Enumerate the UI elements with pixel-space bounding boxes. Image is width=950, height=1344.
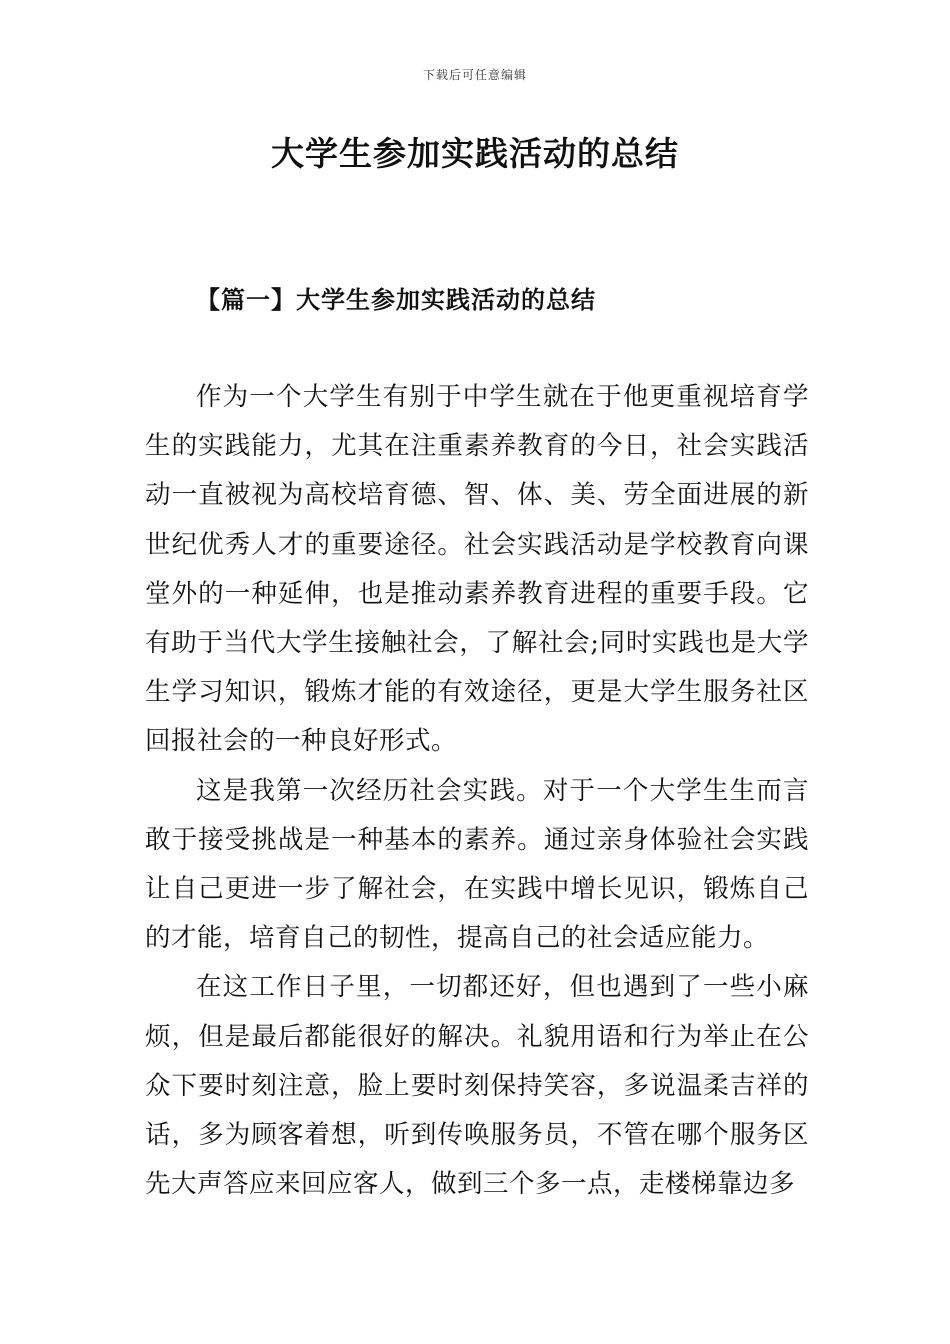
header-note: 下载后可任意编辑 <box>422 68 527 82</box>
paragraph-2: 这是我第一次经历社会实践。对于一个大学生生而言敢于接受挑战是一种基本的素养。通过亲身体验社会实践让自己更进一步了解社会，在实践中增长见识，锻炼自己的才能，培育自己的韧性，提高自己的社会适应能力。 <box>145 775 809 954</box>
document-title: 大学生参加实践活动的总结 <box>271 134 679 173</box>
body-text <box>145 373 809 1209</box>
paragraph-1: 作为一个大学生有别于中学生就在于他更重视培育学生的实践能力，尤其在注重素养教育的今日，社会实践活动一直被视为高校培育德、智、体、美、劳全面进展的新世纪优秀人才的重要途径。社会实践活动是学校教育向课堂外的一种延伸，也是推动素养教育进程的重要手段。它有助于当代大学生接触社会，了解社会;同时实践也是大学生学习知识，锻炼才能的有效途径，更是大学生服务社区回报社会的一种良好形式。 <box>145 382 809 757</box>
paragraph-3: 在这工作日子里，一切都还好，但也遇到了一些小麻烦，但是最后都能很好的解决。礼貌用语和行为举止在公众下要时刻注意，脸上要时刻保持笑容，多说温柔吉祥的话，多为顾客着想，听到传唤服务员，不管在哪个服务区先大声答应来回应客人，做到三个多一点，走楼梯靠边多 <box>145 972 809 1200</box>
section-heading: 【篇一】大学生参加实践活动的总结 <box>196 285 596 314</box>
